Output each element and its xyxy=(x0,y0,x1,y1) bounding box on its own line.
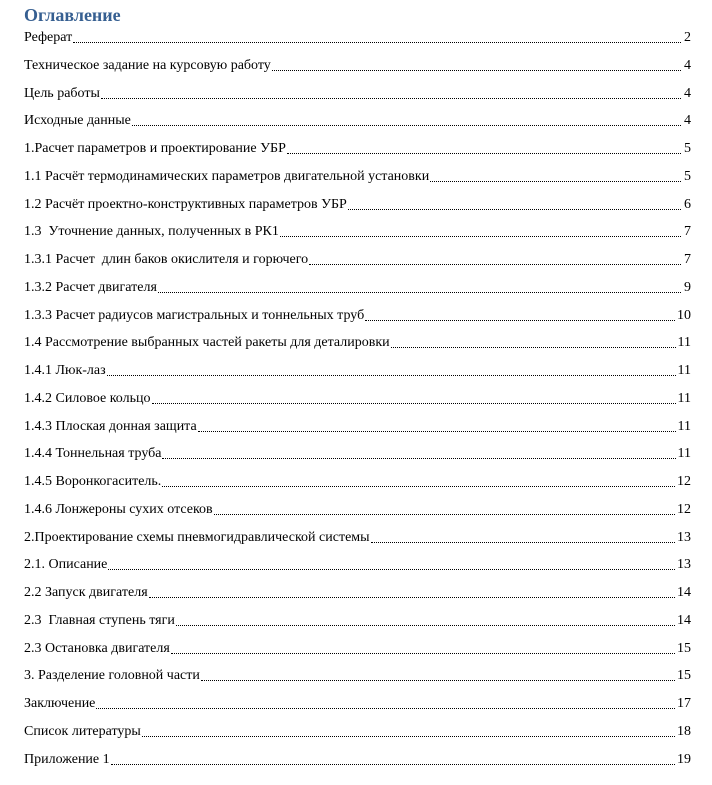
toc-page-number: 4 xyxy=(684,113,691,129)
toc-dot-leader xyxy=(149,581,675,598)
toc-entry[interactable] xyxy=(24,220,691,248)
toc-dot-leader xyxy=(108,553,675,570)
toc-entry[interactable] xyxy=(24,609,691,637)
toc-entry-text[interactable]: Заключение xyxy=(24,696,96,711)
toc-dot-leader xyxy=(171,637,675,654)
toc-entry[interactable] xyxy=(24,248,691,276)
toc-dot-leader xyxy=(152,387,676,404)
toc-page-number: 11 xyxy=(677,418,691,434)
toc-entry[interactable] xyxy=(24,526,691,554)
toc-page-number: 4 xyxy=(684,57,691,73)
toc-entry-text[interactable]: 2.3 Остановка двигателя xyxy=(24,640,170,656)
toc-dot-leader xyxy=(214,498,675,515)
toc-page-number: 11 xyxy=(677,446,691,462)
toc-entry-text[interactable]: Список литературы xyxy=(24,723,141,739)
toc-entry-text[interactable]: 2.3 Главная ступень тяги xyxy=(24,612,175,628)
toc-entry[interactable] xyxy=(24,637,691,665)
toc-entry[interactable] xyxy=(24,748,691,776)
toc-dot-leader xyxy=(198,415,676,432)
toc-dot-leader xyxy=(142,720,675,737)
toc-page-number: 5 xyxy=(684,168,691,184)
toc-entry[interactable] xyxy=(24,359,691,387)
toc-entry-text[interactable]: 2.1. Описание xyxy=(24,557,108,573)
toc-entry-text[interactable]: Реферат xyxy=(24,30,73,45)
toc-entry[interactable] xyxy=(24,137,691,165)
toc-dot-leader xyxy=(365,304,675,321)
toc-entry[interactable] xyxy=(24,26,691,54)
toc-entry[interactable] xyxy=(24,193,691,221)
toc-entry-text[interactable]: Техническое задание на курсовую работу xyxy=(24,57,271,73)
toc-dot-leader xyxy=(348,193,681,210)
toc-page-number: 17 xyxy=(677,696,691,711)
toc-entry-text[interactable]: Исходные данные xyxy=(24,113,131,129)
toc-page-number: 7 xyxy=(684,224,691,240)
toc-dot-leader xyxy=(73,26,681,43)
toc-entry[interactable] xyxy=(24,331,691,359)
toc-page-number: 9 xyxy=(684,279,691,295)
toc-dot-leader xyxy=(132,109,681,126)
toc-dot-leader xyxy=(101,82,681,99)
toc-entry-text[interactable]: 1.4.1 Люк-лаз xyxy=(24,363,106,378)
toc-page-number: 11 xyxy=(677,390,691,406)
toc-page-number: 4 xyxy=(684,85,691,101)
toc-dot-leader xyxy=(176,609,675,626)
toc-entry-text[interactable]: 1.1 Расчёт термодинамических параметров двигательной установки xyxy=(24,168,430,184)
toc-dot-leader xyxy=(272,54,681,71)
toc-dot-leader xyxy=(371,526,675,543)
toc-page-number: 19 xyxy=(677,751,691,767)
toc-page-number: 12 xyxy=(677,501,691,517)
toc-entry[interactable] xyxy=(24,304,691,332)
toc-dot-leader xyxy=(287,137,681,154)
toc-page-number: 15 xyxy=(677,668,691,684)
toc-page-number: 13 xyxy=(677,557,691,573)
toc-entry[interactable] xyxy=(24,664,691,692)
toc-dot-leader xyxy=(280,220,681,237)
toc-dot-leader xyxy=(107,359,676,376)
toc-entry[interactable] xyxy=(24,720,691,748)
toc-page-number: 11 xyxy=(677,335,691,351)
toc-page-number: 10 xyxy=(677,307,691,323)
toc-entry[interactable] xyxy=(24,581,691,609)
toc-page-number: 5 xyxy=(684,141,691,156)
toc-dot-leader xyxy=(162,442,675,459)
toc-dot-leader xyxy=(96,692,675,709)
toc-entry-text[interactable]: 2.Проектирование схемы пневмогидравлической системы xyxy=(24,529,370,545)
toc-list xyxy=(24,26,691,775)
toc-entry-text[interactable]: 1.3.2 Расчет двигателя xyxy=(24,279,157,295)
toc-page-number: 14 xyxy=(677,585,691,600)
toc-entry-text[interactable]: 1.3 Уточнение данных, полученных в РК1 xyxy=(24,224,279,240)
toc-entry-text[interactable]: 1.2 Расчёт проектно-конструктивных параметров УБР xyxy=(24,196,347,212)
toc-entry[interactable] xyxy=(24,276,691,304)
toc-entry[interactable] xyxy=(24,498,691,526)
toc-page-number: 15 xyxy=(677,640,691,656)
toc-page-number: 18 xyxy=(677,723,691,739)
toc-dot-leader xyxy=(201,664,675,681)
toc-entry[interactable] xyxy=(24,442,691,470)
toc-entry[interactable] xyxy=(24,387,691,415)
toc-entry-text[interactable]: Цель работы xyxy=(24,85,100,101)
toc-entry[interactable] xyxy=(24,692,691,720)
toc-entry-text[interactable]: 1.4.2 Силовое кольцо xyxy=(24,390,151,406)
toc-page-number: 11 xyxy=(677,363,691,378)
toc-dot-leader xyxy=(309,248,681,265)
toc-dot-leader xyxy=(111,748,675,765)
toc-dot-leader xyxy=(430,165,681,182)
toc-page-number: 12 xyxy=(677,474,691,489)
toc-page-number: 6 xyxy=(684,196,691,212)
page-title: Оглавление xyxy=(24,5,121,25)
toc-entry-text[interactable]: Приложение 1 xyxy=(24,751,110,767)
toc-entry[interactable] xyxy=(24,165,691,193)
toc-entry-text[interactable]: 1.3.1 Расчет длин баков окислителя и горючего xyxy=(24,252,309,267)
toc-page-number: 2 xyxy=(684,30,691,45)
toc-page-number: 13 xyxy=(677,529,691,545)
toc-entry[interactable] xyxy=(24,82,691,110)
toc-entry-text[interactable]: 3. Разделение головной части xyxy=(24,668,200,684)
toc-entry-text[interactable]: 1.4.4 Тоннельная труба xyxy=(24,446,162,462)
toc-page-number: 14 xyxy=(677,612,691,628)
toc-entry[interactable] xyxy=(24,109,691,137)
toc-entry-text[interactable]: 1.4.6 Лонжероны сухих отсеков xyxy=(24,501,213,517)
toc-page-number: 7 xyxy=(684,252,691,267)
toc-dot-leader xyxy=(391,331,676,348)
toc-entry-text[interactable]: 2.2 Запуск двигателя xyxy=(24,585,148,600)
toc-entry-text[interactable]: 1.4.3 Плоская донная защита xyxy=(24,418,197,434)
toc-entry[interactable] xyxy=(24,415,691,443)
toc-dot-leader xyxy=(158,276,681,293)
toc-entry-text[interactable]: 1.4 Рассмотрение выбранных частей ракеты для деталировки xyxy=(24,335,390,351)
toc-entry[interactable] xyxy=(24,54,691,82)
toc-entry[interactable] xyxy=(24,553,691,581)
toc-dot-leader xyxy=(162,470,675,487)
toc-entry-text[interactable]: 1.Расчет параметров и проектирование УБР xyxy=(24,141,286,156)
toc-entry-text[interactable]: 1.3.3 Расчет радиусов магистральных и тоннельных труб xyxy=(24,307,365,323)
toc-entry[interactable] xyxy=(24,470,691,498)
toc-entry-text[interactable]: 1.4.5 Воронкогаситель. xyxy=(24,474,162,489)
